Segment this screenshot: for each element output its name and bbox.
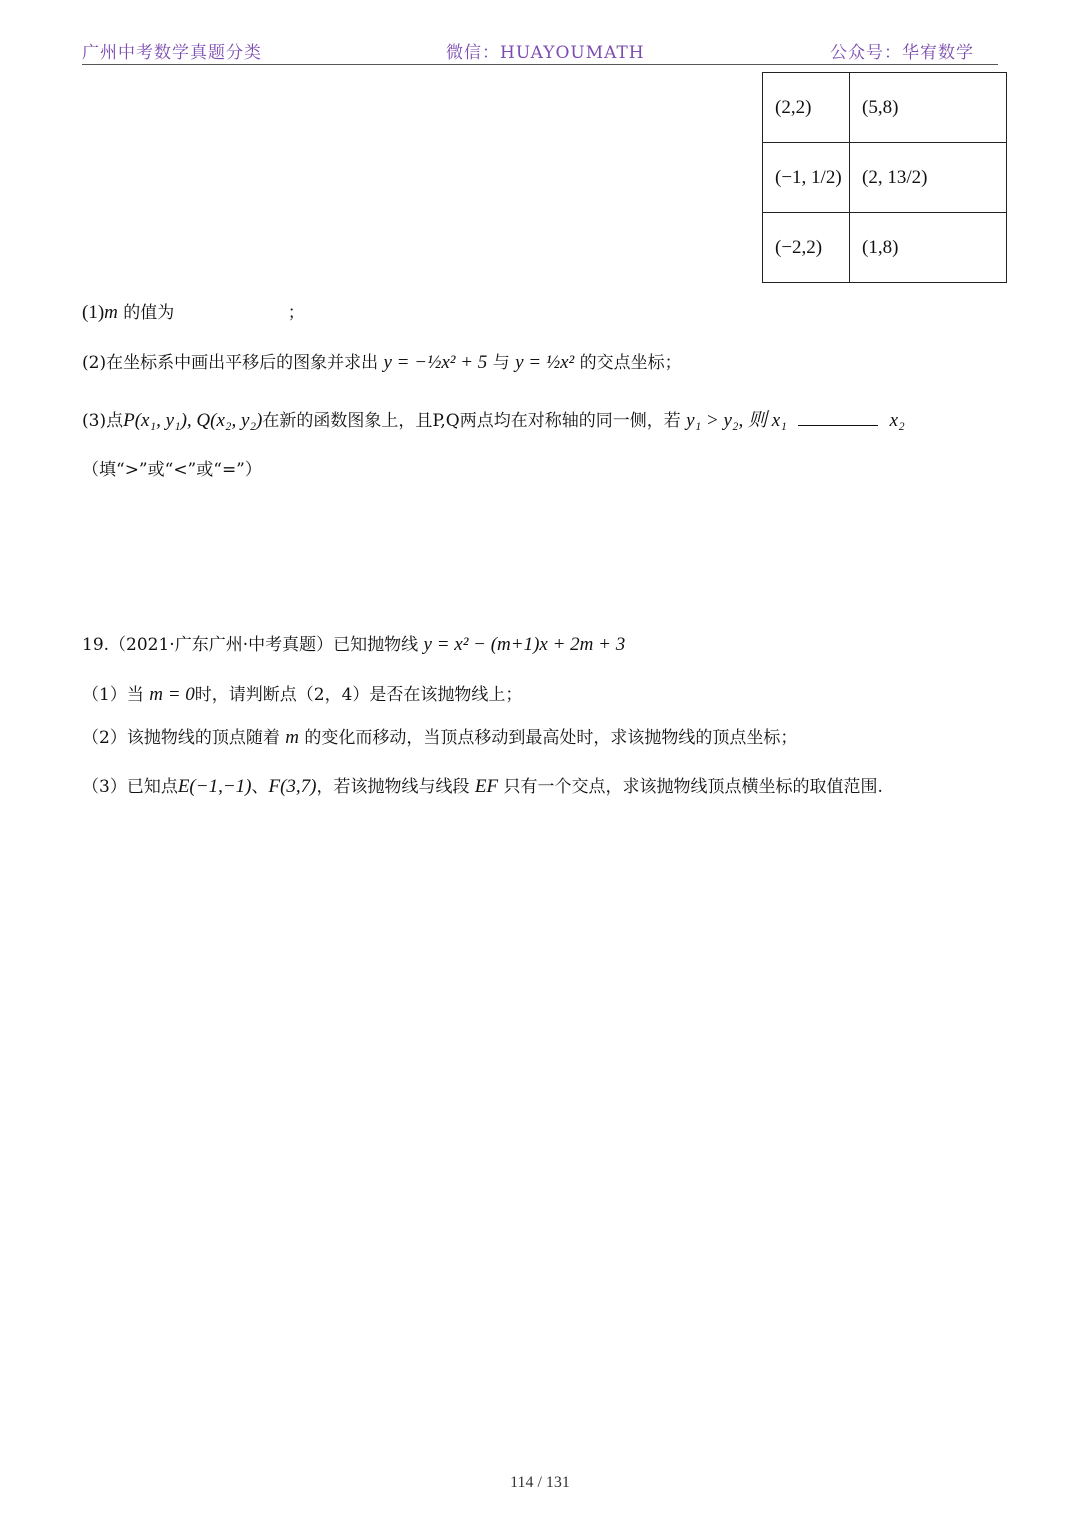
q18-part2: (2)在坐标系中画出平移后的图象并求出 y = −½x² + 5 与 y = ½x² 的交点坐标； [82, 352, 682, 373]
q19-part2: （2）该抛物线的顶点随着 m 的变化而移动，当顶点移动到最高处时，求该抛物线的顶点坐标； [82, 727, 798, 748]
q18-part1: (1)m 的值为 ； [82, 302, 305, 323]
table-cell: (5,8) [850, 73, 1007, 143]
page-number: 114 / 131 [510, 1474, 570, 1491]
header-divider [82, 64, 998, 65]
table-row [763, 143, 1007, 213]
table-cell: (−2,2) [763, 213, 850, 283]
q19-part3: （3）已知点E(−1,−1)、F(3,7)，若该抛物线与线段 EF 只有一个交点，求该抛物线顶点横坐标的取值范围. [82, 776, 883, 797]
header-wechat: 微信：HUAYOUMATH [446, 43, 645, 63]
header-left: 广州中考数学真题分类 [82, 43, 262, 63]
table-cell: (2,2) [763, 73, 850, 143]
q18-hint: （填“>”或“<”或“=”） [82, 460, 262, 480]
header-account: 公众号：华宥数学 [830, 43, 974, 63]
q18-part3: (3)点P(x₁, y₁), Q(x₂, y₂)在新的函数图象上，且P,Q两点均在对称轴的同一侧，若 y₁ > y₂, 则 x₁ x₂ [82, 410, 905, 431]
q19-part1: （1）当 m = 0时，请判断点（2，4）是否在该抛物线上； [82, 684, 523, 705]
q19-title: 19.（2021·广东广州·中考真题）已知抛物线 y = x² − (m+1)x + 2m + 3 [82, 634, 626, 655]
table-cell: (1,8) [850, 213, 1007, 283]
table-row [763, 73, 1007, 143]
table-cell: (−1, 1/2) [763, 143, 850, 213]
points-table [762, 72, 1007, 283]
table-cell: (2, 13/2) [850, 143, 1007, 213]
table-row [763, 213, 1007, 283]
answer-blank[interactable] [798, 411, 878, 426]
